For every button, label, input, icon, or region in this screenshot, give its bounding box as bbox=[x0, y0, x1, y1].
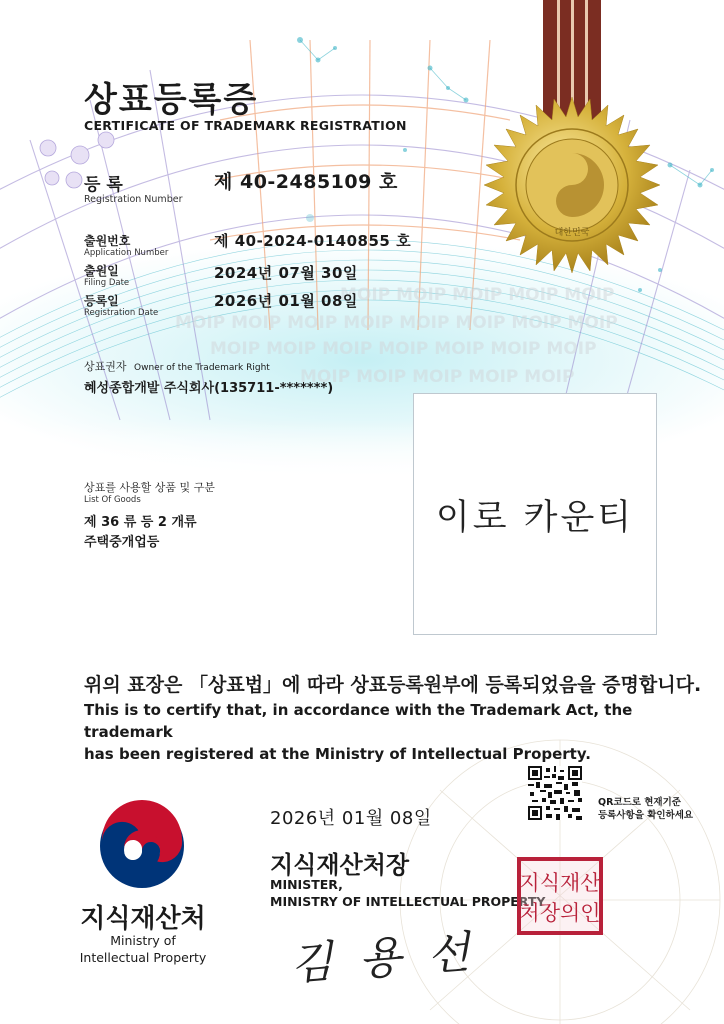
qr-instruction-line-1: QR코드로 현재기준 bbox=[598, 797, 681, 808]
watermark-row: MOIP MOIP MOIP MOIP MOIP bbox=[300, 367, 575, 387]
certification-line-2: has been registered at the Ministry of Intellectual Property. bbox=[84, 745, 591, 763]
ministry-logo-line-1: Ministry of bbox=[110, 933, 176, 948]
issue-date: 2026년 01월 08일 bbox=[270, 808, 432, 829]
owner-label-row bbox=[84, 358, 270, 374]
watermark-row: MOIP MOIP MOIP MOIP MOIP bbox=[340, 285, 615, 305]
watermark-row: MOIP MOIP MOIP MOIP MOIP MOIP MOIP bbox=[210, 339, 597, 359]
ministry-logo-line-2: Intellectual Property bbox=[79, 950, 207, 965]
registration-label-en: Registration Number bbox=[84, 194, 183, 205]
goods-label: 상표를 사용할 상품 및 구분 bbox=[84, 481, 215, 494]
registration-number: 제 40-2485109 호 bbox=[214, 171, 398, 193]
ministry-logo-name: 지식재산처 bbox=[80, 904, 206, 934]
gold-seal bbox=[482, 95, 662, 275]
registration-date: 2026년 01월 08일 bbox=[214, 292, 358, 310]
goods-label-en: List Of Goods bbox=[84, 495, 141, 505]
filing-date-label: 출원일 bbox=[84, 264, 119, 278]
minister-title-en bbox=[270, 876, 545, 910]
official-red-seal bbox=[516, 856, 604, 936]
minister-title-ko: 지식재산처장 bbox=[270, 851, 410, 879]
registration-date-label-en: Registration Date bbox=[84, 308, 159, 318]
certification-line-1: This is to certify that, in accordance with the Trademark Act, the trademark bbox=[84, 701, 633, 741]
application-number: 제 40-2024-0140855 호 bbox=[214, 232, 412, 250]
minister-title-line-1: MINISTER, bbox=[270, 877, 343, 892]
qr-instruction-line-2: 등록사항을 확인하세요 bbox=[598, 810, 694, 821]
registration-label: 등록 bbox=[84, 175, 129, 195]
watermark-row: MOIP MOIP MOIP MOIP MOIP MOIP MOIP MOIP bbox=[175, 313, 618, 333]
filing-date: 2024년 07월 30일 bbox=[214, 264, 358, 282]
qr-instruction bbox=[598, 796, 708, 822]
filing-date-label-en: Filing Date bbox=[84, 278, 130, 288]
trademark-text: 이로 카운티 bbox=[435, 498, 635, 538]
minister-signature: 김 용 선 bbox=[288, 926, 478, 991]
goods-items: 주택중개업등 bbox=[84, 535, 160, 550]
goods-class: 제 36 류 등 2 개류 bbox=[84, 515, 197, 530]
application-label: 출원번호 bbox=[84, 234, 131, 248]
owner-label-en: Owner of the Trademark Right bbox=[134, 363, 270, 373]
qr-code[interactable] bbox=[528, 766, 582, 820]
certificate-title: 상표등록증 bbox=[84, 80, 259, 120]
owner-name: 혜성종합개발 주식회사(135711-*******) bbox=[84, 381, 334, 396]
seal-line-2: 처장의인 bbox=[519, 901, 601, 925]
seal-emblem-text: 대한민국 bbox=[554, 228, 590, 238]
certification-statement-ko: 위의 표장은 「상표법」에 따라 상표등록원부에 등록되었음을 증명합니다. bbox=[84, 674, 702, 696]
registration-date-label: 등록일 bbox=[84, 294, 119, 308]
minister-title-line-2: MINISTRY OF INTELLECTUAL PROPERTY bbox=[270, 894, 546, 909]
application-label-en: Application Number bbox=[84, 248, 169, 258]
certificate-title-en: CERTIFICATE OF TRADEMARK REGISTRATION bbox=[84, 118, 407, 133]
ministry-logo-name-en bbox=[70, 932, 216, 966]
owner-label: 상표권자 bbox=[84, 360, 127, 373]
seal-line-1: 지식재산 bbox=[519, 871, 601, 895]
ministry-logo-icon bbox=[96, 800, 188, 892]
certification-statement-en bbox=[84, 699, 724, 765]
